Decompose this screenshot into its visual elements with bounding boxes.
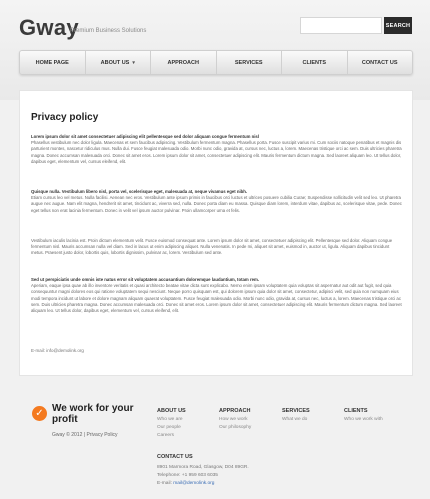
footer-approach-title[interactable]: APPROACH bbox=[219, 408, 251, 414]
paragraph-4 bbox=[31, 277, 403, 314]
site-logo[interactable]: Gway bbox=[19, 15, 79, 40]
footer-about-links bbox=[157, 416, 183, 440]
footer-copyright: Gway © 2012 | Privacy Policy bbox=[52, 432, 118, 438]
contact-email[interactable]: E-mail: info@demolink.org bbox=[31, 348, 84, 353]
nav-services[interactable] bbox=[216, 51, 282, 74]
paragraph-2 bbox=[31, 189, 403, 214]
nav-contact-us-label: CONTACT US bbox=[361, 59, 398, 66]
search-button[interactable]: SEARCH bbox=[384, 17, 412, 34]
footer-email-label: E-mail: bbox=[157, 481, 172, 486]
site-footer bbox=[0, 380, 430, 499]
footer-address: 8901 Marmora Road, Glasgow, D04 89GR. bbox=[157, 465, 249, 470]
footer-link-who-we-are[interactable]: Who we are bbox=[157, 417, 183, 422]
content-panel bbox=[19, 90, 413, 376]
nav-approach[interactable] bbox=[150, 51, 216, 74]
paragraph-1-body: Phasellus vestibulum nec dolor ligula. Maecenas et sem faucibus adipiscing. Vestibulum fermentum magna. Phasellus porta. Fusce suscipit varius mi. Cum sociis natoque penatibus et magnis dis parturient montes, nascetur ridiculus mus. Nulla dui. Fusce feugiat malesuada odio. Morbi nunc odio, gravida at, cursus nec, luctus a, lorem. Maecenas tristique orci ac sem. Duis ultricies pharetra magna. Donec accumsan malesuada orci. Donec sit amet eros. Lorem ipsum dolor sit amet, consectetuer adipiscing elit. Mauris fermentum dictum magna. Sed laoreet aliquam leo. Ut tellus dolor, dapibus eget, elementum vel, cursus eleifend, elit. bbox=[31, 140, 402, 164]
footer-clients-links bbox=[344, 416, 383, 424]
footer-link-what-we-do[interactable]: What we do bbox=[282, 417, 308, 422]
paragraph-4-body: Aperiam, eaque ipsa quae ab illo inventore veritatis et quasi architecto beatae vitae dicta sunt explicabo. Nemo enim ipsam voluptatem quia voluptas sit aspernatur aut odit aut fugit, sed quia consequuntur magni dolores eos qui ratione voluptatem sequi nesciunt. Neque porro quisquam est, qui dolorem ipsum quia dolor sit amet, consectetur, adipisci velit, sed quia non numquam eius modi tempora incidunt ut labore et dolore magnam aliquam quaerat voluptatem. Fusce feugiat malesuada odio. Morbi nunc odio, gravida at, cursus nec, luctus a, lorem. Maecenas tristique orci ac sem. Duis ultricies pharetra magna. Donec accumsan malesuada orci. Donec sit amet eros. Lorem ipsum dolor sit amet, consectetuer adipiscing elit. Mauris fermentum dictum magna. Sed laoreet aliquam leo. Ut tellus dolor, dapibus eget, elementum vel, cursus eleifend, elit. bbox=[31, 283, 402, 314]
paragraph-2-body: Etiam cursus leo vel metus. Nulla facilisi. Aenean nec eros. Vestibulum ante ipsum primis in faucibus orci luctus et ultrices posuere cubilia Curae; Suspendisse sollicitudin velit sed leo. Ut pharetra augue nec augue. Nam elit magna, hendrerit sit amet, tincidunt ac, viverra sed, nulla. Donec porta diam eu massa. Quisque diam lorem, interdum vitae, dapibus ac, scelerisque vitae, pede. Donec eget tellus non erat lacinia fermentum. Donec in velit vel ipsum auctor pulvinar. Proin ullamcorper urna et felis. bbox=[31, 195, 402, 213]
footer-approach-links bbox=[219, 416, 251, 432]
nav-contact-us[interactable] bbox=[347, 51, 413, 74]
footer-telephone: Telephone: +1 959 603 6035 bbox=[157, 473, 218, 478]
footer-email-row bbox=[157, 480, 249, 488]
footer-services-title[interactable]: SERVICES bbox=[282, 408, 310, 414]
footer-email-link[interactable]: mail@demolink.org bbox=[173, 481, 215, 486]
site-header bbox=[0, 0, 430, 100]
main-nav bbox=[19, 50, 413, 75]
nav-clients-label: CLIENTS bbox=[302, 59, 327, 66]
nav-about-us[interactable] bbox=[85, 51, 151, 74]
nav-about-us-label: ABOUT US bbox=[100, 59, 130, 66]
paragraph-3 bbox=[31, 238, 403, 257]
paragraph-2-lead: Quisque nulla. Vestibulum libero nisl, porta vel, scelerisque eget, malesuada at, neque vivamus eget nibh. bbox=[31, 189, 248, 194]
nav-approach-label: APPROACH bbox=[167, 59, 199, 66]
checkmark-icon: ✓ bbox=[32, 406, 47, 421]
paragraph-3-body: Vestibulum iaculis lacinia est. Proin dictum elementum velit. Fusce euismod consequat ante. Lorem ipsum dolor sit amet, consectetuer adipiscing elit. Pellentesque sed dolor. Aliquam congue fermentum nisl. Mauris accumsan nulla vel diam. Sed in lacus ut enim adipiscing aliquet. Nulla venenatis. In pede mi, aliquet sit amet, euismod in, auctor ut, ligula. Aliquam dapibus tincidunt metus. Praesent justo dolor, lobortis quis, lobortis dignissim, pulvinar ac, lorem. Vestibulum sed ante. bbox=[31, 238, 393, 256]
nav-services-label: SERVICES bbox=[234, 59, 263, 66]
footer-link-how-we-work[interactable]: How we work bbox=[219, 417, 248, 422]
paragraph-4-lead: Sed ut perspiciatis unde omnis iste natus error sit voluptatem accusantium doloremque laudantium, totam rem. bbox=[31, 277, 260, 282]
site-slogan: Premium Business Solutions bbox=[70, 28, 147, 34]
footer-contact-info bbox=[157, 464, 249, 488]
footer-link-our-philosophy[interactable]: Our philosophy bbox=[219, 425, 252, 430]
search-input[interactable] bbox=[300, 17, 382, 34]
nav-clients[interactable] bbox=[281, 51, 347, 74]
paragraph-1 bbox=[31, 134, 403, 165]
paragraph-1-lead: Lorem ipsum dolor sit amet consectetuer adipiscing elit pellentesque sed dolor aliquam congue fermentum nisl bbox=[31, 134, 260, 139]
footer-services-links bbox=[282, 416, 307, 424]
footer-tagline: We work for your profit bbox=[52, 403, 134, 425]
footer-link-who-we-work-with[interactable]: Who we work with bbox=[344, 417, 383, 422]
footer-about-title[interactable]: ABOUT US bbox=[157, 408, 186, 414]
footer-link-our-people[interactable]: Our people bbox=[157, 425, 181, 430]
nav-home[interactable] bbox=[20, 51, 85, 74]
footer-clients-title[interactable]: CLIENTS bbox=[344, 408, 368, 414]
footer-contact-title[interactable]: CONTACT US bbox=[157, 454, 193, 460]
chevron-down-icon: ▾ bbox=[132, 59, 135, 66]
footer-link-careers[interactable]: Careers bbox=[157, 433, 175, 438]
nav-home-label: HOME PAGE bbox=[35, 59, 69, 66]
page-title: Privacy policy bbox=[31, 112, 99, 123]
